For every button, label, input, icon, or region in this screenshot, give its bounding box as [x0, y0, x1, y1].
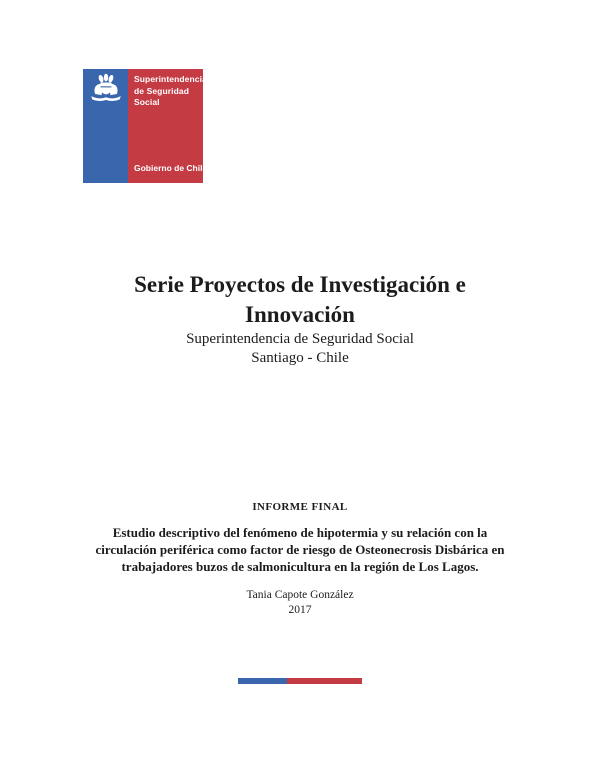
- coat-of-arms-icon: [88, 73, 123, 104]
- logo-red-panel: [128, 69, 208, 183]
- institution-logo: [83, 69, 208, 183]
- logo-blue-panel: [83, 69, 128, 183]
- logo-institution-name: [134, 74, 207, 109]
- publication-year: 2017: [288, 603, 312, 616]
- informe-final-heading: INFORME FINAL: [252, 501, 348, 513]
- logo-institution-line: Superintendencia: [134, 74, 207, 84]
- logo-government-label: Gobierno de Chile: [134, 163, 208, 173]
- study-title-line: Estudio descriptivo del fenómeno de hipotermia y su relación con la: [112, 525, 488, 540]
- logo-institution-line: Social: [134, 97, 160, 107]
- flag-bar: [238, 678, 362, 684]
- page-title-line: Serie Proyectos de Investigación e: [134, 272, 466, 297]
- flag-bar-blue-segment: [238, 678, 287, 684]
- study-title-line: circulación periférica como factor de riesgo de Osteonecrosis Disbárica en: [95, 542, 505, 557]
- header-block: [0, 270, 600, 367]
- page-title-line: Innovación: [245, 302, 355, 327]
- logo-institution-line: de Seguridad: [134, 85, 190, 96]
- author-name: Tania Capote González: [246, 589, 354, 601]
- flag-bar-red-segment: [287, 678, 362, 684]
- page-subtitle-line: Superintendencia de Seguridad Social: [186, 331, 414, 347]
- author-block: [0, 588, 600, 617]
- study-title: [0, 524, 600, 575]
- page-subtitle-line: Santiago - Chile: [251, 349, 349, 366]
- study-title-line: trabajadores buzos de salmonicultura en la región de Los Lagos.: [121, 559, 479, 574]
